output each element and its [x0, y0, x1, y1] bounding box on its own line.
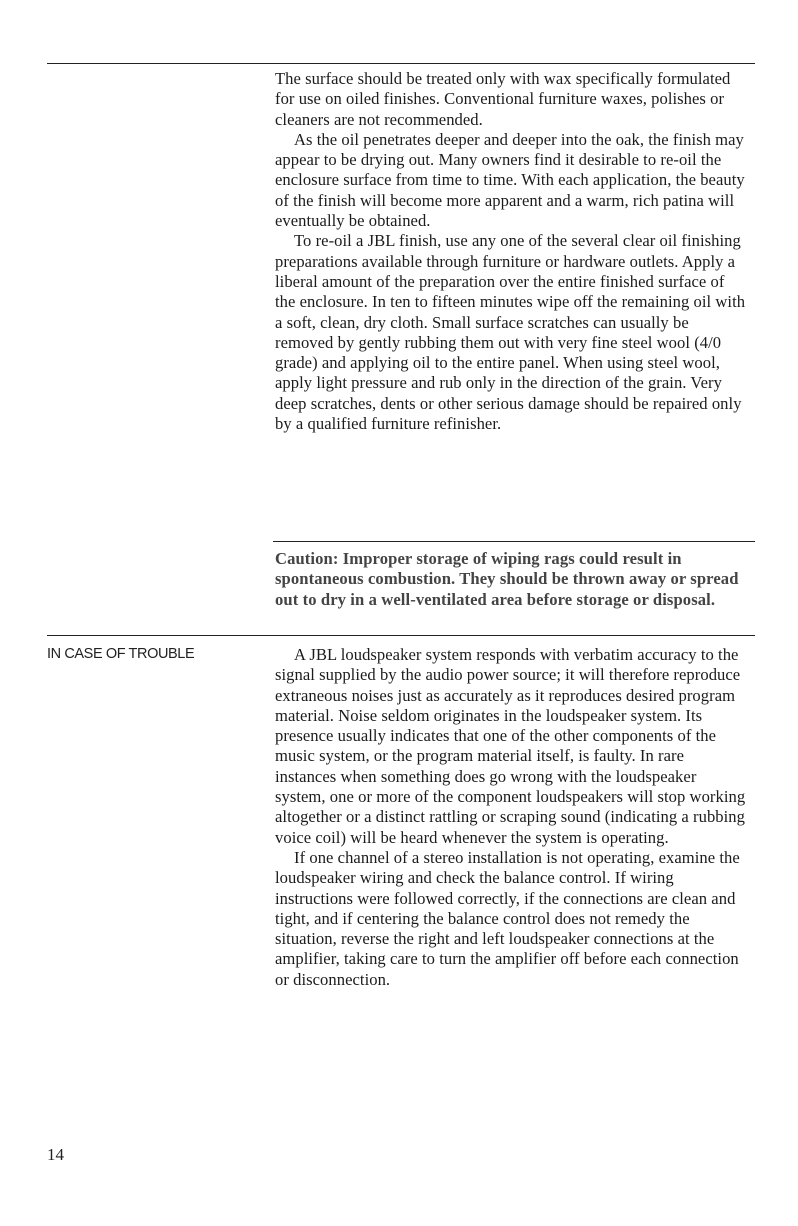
- finish-care-section: [275, 69, 749, 434]
- section-rule: [47, 635, 755, 636]
- top-rule: [47, 63, 755, 64]
- care-paragraph-3: To re-oil a JBL finish, use any one of the several clear oil finishing preparations available through furniture or hardware outlets. Apply a liberal amount of the preparation over the entire finished surface of the enclosure. In ten to fifteen minutes wipe off the remaining oil with a soft, clean, dry cloth. Small surface scratches can usually be removed by gently rubbing them out with very fine steel wool (4/0 grade) and applying oil to the entire panel. When using steel wool, apply light pressure and rub only in the direction of the grain. Very deep scratches, dents or other serious damage should be repaired only by a qualified furniture refinisher.: [275, 231, 746, 434]
- page-number: 14: [47, 1145, 64, 1164]
- trouble-paragraph-1: A JBL loudspeaker system responds with verbatim accuracy to the signal supplied by the audio power source; it will therefore reproduce extraneous noises just as accurately as it reproduces desired program material. Noise seldom originates in the loudspeaker system. Its presence usually indicates that one of the other components of the music system, or the program material itself, is faulty. In rare instances when something does go wrong with the loudspeaker system, one or more of the component loudspeakers will stop working altogether or a distinct rattling or scraping sound (indicating a rubbing voice coil) will be heard whenever the system is operating.: [275, 645, 746, 847]
- trouble-paragraph-2: If one channel of a stereo installation is not operating, examine the loudspeaker wiring and check the balance control. If wiring instructions were followed correctly, if the connections are clean and tight, and if centering the balance control does not remedy the situation, reverse the right and left loudspeaker connections at the amplifier, taking care to turn the amplifier off before each connection or disconnection.: [275, 847, 740, 989]
- care-paragraph-1: The surface should be treated only with wax specifically formulated for use on oiled finishes. Conventional furniture waxes, polishes or cleaners are not recommended.: [275, 69, 731, 129]
- care-paragraph-2: As the oil penetrates deeper and deeper into the oak, the finish may appear to be drying out. Many owners find it desirable to re-oil the enclosure surface from time to time. With each application, the beauty of the finish will become more apparent and a warm, rich patina will eventually be obtained.: [275, 129, 745, 231]
- caution-top-rule: [273, 541, 755, 542]
- section-heading-trouble: IN CASE OF TROUBLE: [47, 646, 195, 662]
- trouble-section: [275, 645, 749, 990]
- caution-note: Caution: Improper storage of wiping rags could result in spontaneous combustion. They should be thrown away or spread out to dry in a well-ventilated area before storage or disposal.: [275, 549, 739, 609]
